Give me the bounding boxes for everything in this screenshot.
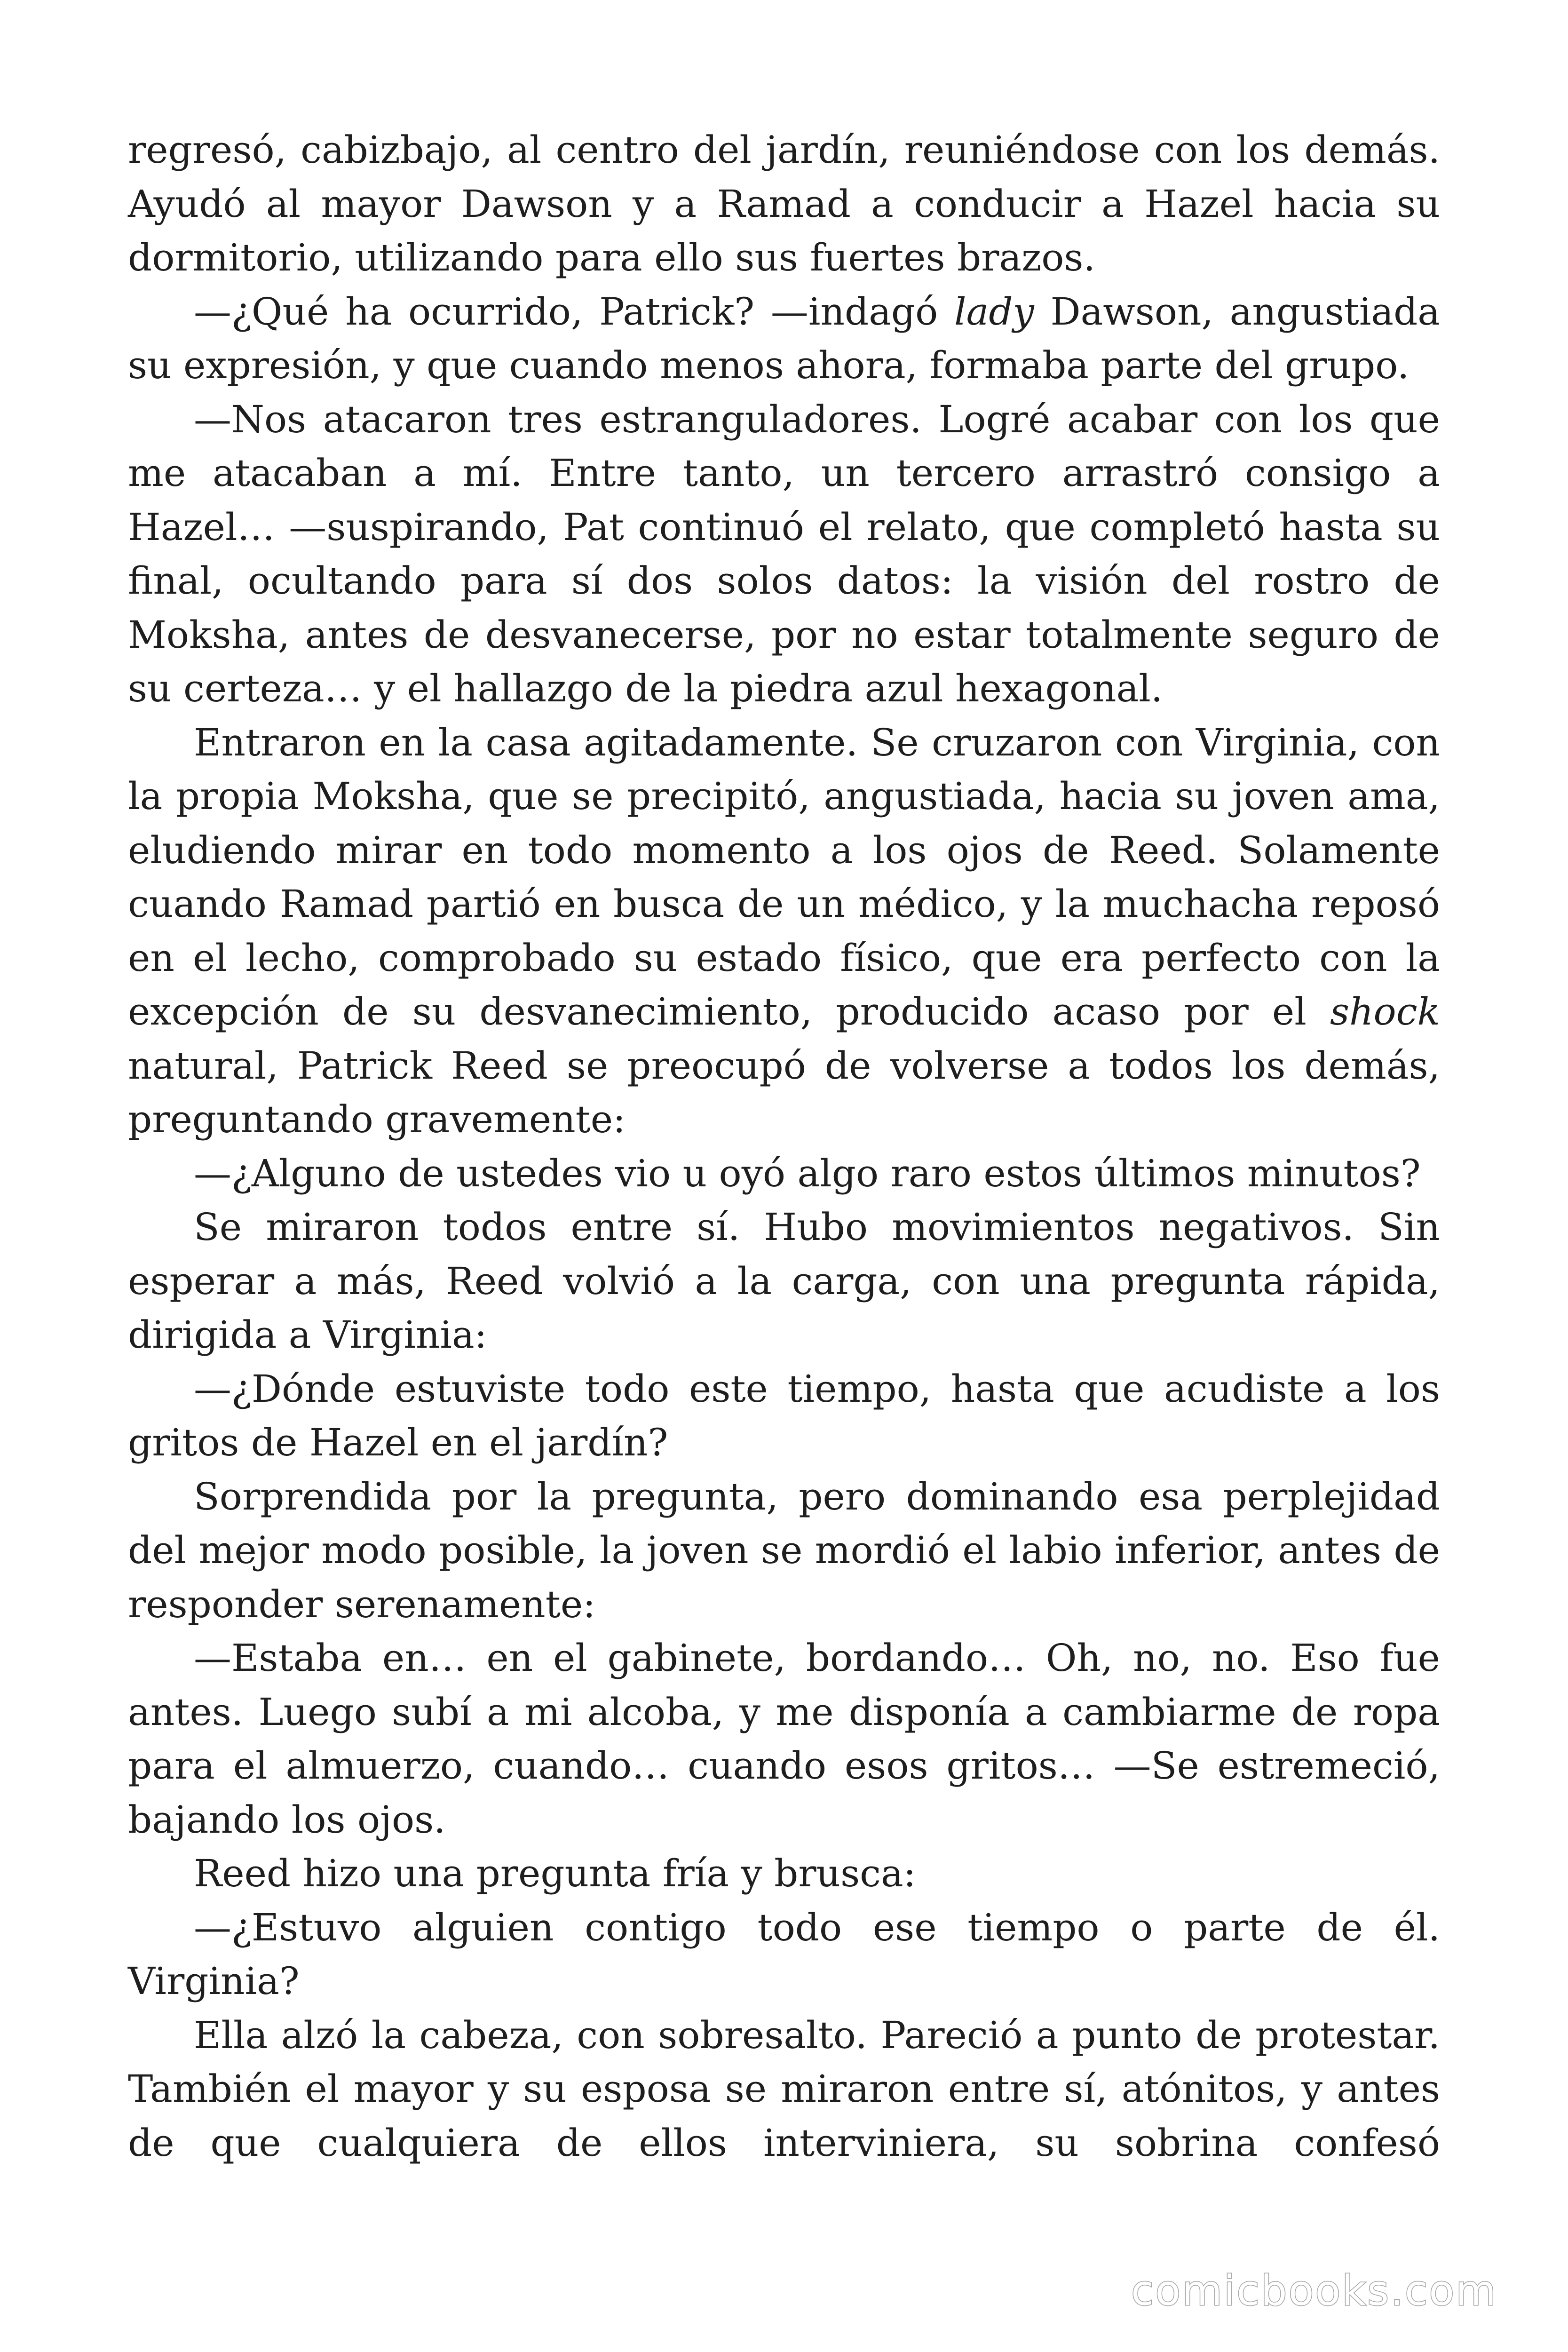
watermark: comicbooks.com: [1131, 2266, 1497, 2315]
text-run: Reed hizo una pregunta fría y brusca:: [194, 1851, 916, 1895]
paragraph: [128, 123, 1440, 285]
paragraph: [128, 1901, 1440, 2009]
italic-text: lady: [954, 289, 1034, 334]
paragraph: [128, 1847, 1440, 1901]
paragraph: [128, 2009, 1440, 2170]
text-run: Entraron en la casa agitadamente. Se cruzaron con Virginia, con la propia Moksha, que se precipitó, angustiada, hacia su joven ama, eludiendo mirar en todo momento a los ojos de Reed. Solamente cuando Ramad partió en busca de un médico, y la muchacha reposó en el lecho, comprobado su estado físico, que era perfecto con la excepción de su desvanecimiento, producido acaso por el: [128, 720, 1440, 1033]
text-run: natural, Patrick Reed se preocupó de volverse a todos los demás, preguntando gravemente:: [128, 1043, 1440, 1141]
paragraph: [128, 1631, 1440, 1847]
text-run: —¿Dónde estuviste todo este tiempo, hasta que acudiste a los gritos de Hazel en el jardín?: [128, 1367, 1440, 1464]
paragraph: [128, 393, 1440, 716]
paragraph: [128, 1362, 1440, 1470]
text-run: Se miraron todos entre sí. Hubo movimientos negativos. Sin esperar a más, Reed volvió a la carga, con una pregunta rápida, dirigida a Virginia:: [128, 1205, 1440, 1357]
text-run: —Nos atacaron tres estranguladores. Logré acabar con los que me atacaban a mí. Entre tanto, un tercero arrastró consigo a Hazel… —suspirando, Pat continuó el relato, que completó hasta su final, ocultando para sí dos solos datos: la visión del rostro de Moksha, antes de desvanecerse, por no estar totalmente seguro de su certeza… y el hallazgo de la piedra azul hexagonal.: [128, 397, 1440, 710]
paragraph: [128, 285, 1440, 393]
text-run: regresó, cabizbajo, al centro del jardín, reuniéndose con los demás. Ayudó al mayor Dawson y a Ramad a conducir a Hazel hacia su dormitorio, utilizando para ello sus fuertes brazos.: [128, 128, 1440, 279]
paragraph: [128, 716, 1440, 1147]
paragraph: [128, 1470, 1440, 1632]
text-run: —¿Estuvo alguien contigo todo ese tiempo o parte de él. Virginia?: [128, 1905, 1440, 2003]
text-run: —¿Alguno de ustedes vio u oyó algo raro estos últimos minutos?: [194, 1151, 1421, 1195]
italic-text: shock: [1330, 990, 1440, 1033]
text-run: Sorprendida por la pregunta, pero dominando esa perplejidad del mejor modo posible, la joven se mordió el labio inferior, antes de responder serenamente:: [128, 1474, 1440, 1626]
paragraph: [128, 1147, 1440, 1201]
text-run: Ella alzó la cabeza, con sobresalto. Pareció a punto de protestar. También el mayor y su esposa se miraron entre sí, atónitos, y antes de que cualquiera de ellos interviniera, su sobrina confesó: [128, 2013, 1440, 2165]
text-run: —¿Qué ha ocurrido, Patrick? —indagó: [194, 289, 955, 334]
body-text: [128, 123, 1440, 2170]
paragraph: [128, 1200, 1440, 1362]
text-run: —Estaba en… en el gabinete, bordando… Oh, no, no. Eso fue antes. Luego subí a mi alcoba, y me disponía a cambiarme de ropa para el almuerzo, cuando… cuando esos gritos… —Se estremeció, bajando los ojos.: [128, 1636, 1440, 1842]
text-run: Dawson, angustiada su expresión, y que cuando menos ahora, formaba parte del grupo.: [128, 289, 1440, 387]
